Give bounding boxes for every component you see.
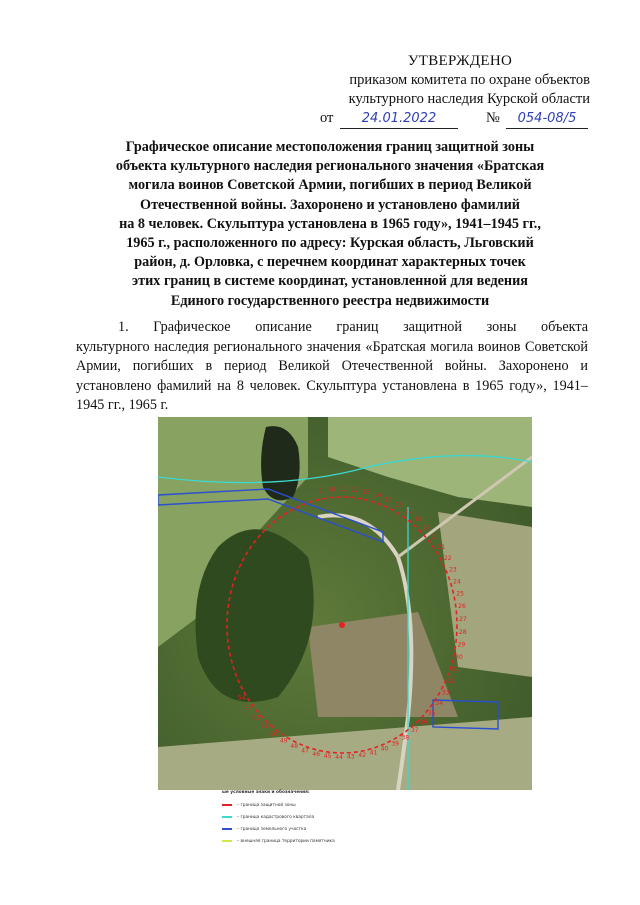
point-label: 44 [335, 754, 343, 761]
point-label: 9 [318, 488, 323, 496]
point-label: 11 [339, 486, 348, 493]
legend-label: – граница земельного участка [237, 826, 307, 832]
point-label: 40 [380, 745, 389, 753]
title-line: Графическое описание местоположения границ защитной зоны [125, 139, 535, 155]
point-label: 45 [323, 753, 332, 760]
point-label: 32 [447, 678, 455, 685]
map-drawing [158, 417, 532, 790]
approval-line-2: культурного наследия Курской области [348, 91, 590, 107]
territory-swatch [222, 840, 232, 842]
point-label: 33 [441, 689, 450, 697]
map-legend [222, 790, 392, 850]
point-label: 10 [328, 486, 336, 494]
zone-swatch [222, 804, 232, 806]
legend-item-quarter [222, 811, 392, 823]
point-label: 29 [457, 641, 466, 649]
point-label: 47 [301, 747, 309, 755]
title-line: на 8 человек. Скульптура установлена в 1965 году», 1941–1945 гг., [119, 215, 541, 232]
section-1-paragraph [76, 318, 588, 416]
title-line: Единого государственного реестра недвижимости [170, 292, 490, 309]
approval-date: 24.01.2022 [340, 109, 458, 129]
paragraph-body: культурного наследия регионального значения «Братская могила воинов Советской Армии, погибших в период Великой Отечественной войны. Захоронено и установлено фамилий на 8 человек. Скульптура установлена в 1965 году», 1941–1945 гг., 1965 г. [76, 338, 588, 414]
title-line: могила воинов Советской Армии, погибших в период Великой [128, 177, 532, 194]
point-label: 18 [414, 515, 423, 523]
parcel-swatch [222, 828, 232, 830]
point-label: 39 [391, 740, 399, 748]
title-line: объекта культурного наследия регионального значения «Братская [115, 158, 545, 175]
legend-heading: ые условные знаки и обозначения: [222, 790, 310, 795]
satellite-map [158, 417, 532, 790]
point-label: 53 [244, 705, 253, 712]
point-label: 41 [369, 749, 378, 757]
point-label: 14 [373, 491, 382, 499]
monument-point [339, 622, 345, 628]
point-label: 16 [395, 501, 403, 509]
point-label: 23 [449, 566, 457, 574]
title-line: 1965 г., расположенного по адресу: Курская область, Льговский [126, 235, 534, 252]
paragraph-first-line: 1. Графическое описание границ защитной зоны объекта [118, 319, 588, 335]
title-line: этих границ в системе координат, установленной для ведения [132, 273, 528, 290]
legend-item-territory [222, 835, 392, 847]
legend-label: – граница кадастрового квартала [237, 814, 315, 820]
point-label: 12 [351, 486, 359, 494]
point-label: 43 [346, 753, 355, 761]
point-label: 25 [456, 590, 464, 598]
point-label: 49 [279, 737, 288, 745]
point-label: 54 [237, 694, 246, 702]
point-label: 28 [458, 628, 467, 636]
legend-item-zone [222, 799, 392, 811]
point-label: 13 [362, 488, 371, 496]
approval-date-number-row [310, 109, 590, 129]
quarter-swatch [222, 816, 232, 818]
point-label: 27 [459, 616, 467, 623]
point-label: 42 [358, 752, 367, 760]
point-label: 34 [435, 699, 443, 707]
approval-title: УТВЕРЖДЕНО [407, 53, 513, 69]
title-line: район, д. Орловка, с перечнем координат характерных точек [134, 254, 526, 271]
legend-label: – внешняя граница территории памятника [237, 838, 335, 844]
point-label: 21 [437, 544, 446, 551]
point-label: 48 [290, 743, 299, 751]
point-label: 51 [260, 723, 269, 731]
point-label: 52 [252, 714, 261, 722]
point-label: 35 [427, 709, 436, 717]
legend-label: – граница защитной зоны [237, 802, 296, 808]
point-label: 30 [455, 654, 463, 661]
point-label: 15 [384, 496, 393, 504]
point-label: 17 [404, 508, 413, 516]
point-label: 37 [410, 727, 419, 735]
title-line: Отечественной войны. Захоронено и установлено фамилий [140, 196, 520, 213]
point-label: 50 [270, 730, 278, 738]
number-label: № [486, 110, 500, 126]
legend-item-parcel [222, 823, 392, 835]
point-label: 46 [312, 750, 321, 758]
point-label: 38 [401, 734, 410, 742]
point-label: 19 [422, 524, 431, 532]
document-title [70, 138, 590, 311]
approval-number: 054-08/5 [506, 109, 588, 129]
point-label: 31 [451, 666, 460, 674]
approval-line-1: приказом комитета по охране объектов [349, 72, 590, 88]
point-label: 20 [430, 533, 439, 541]
point-label: 26 [458, 603, 466, 611]
date-label: от [320, 110, 334, 126]
approval-stamp [310, 52, 590, 129]
point-label: 22 [443, 554, 452, 562]
point-label: 24 [453, 578, 461, 586]
point-label: 36 [419, 718, 428, 726]
